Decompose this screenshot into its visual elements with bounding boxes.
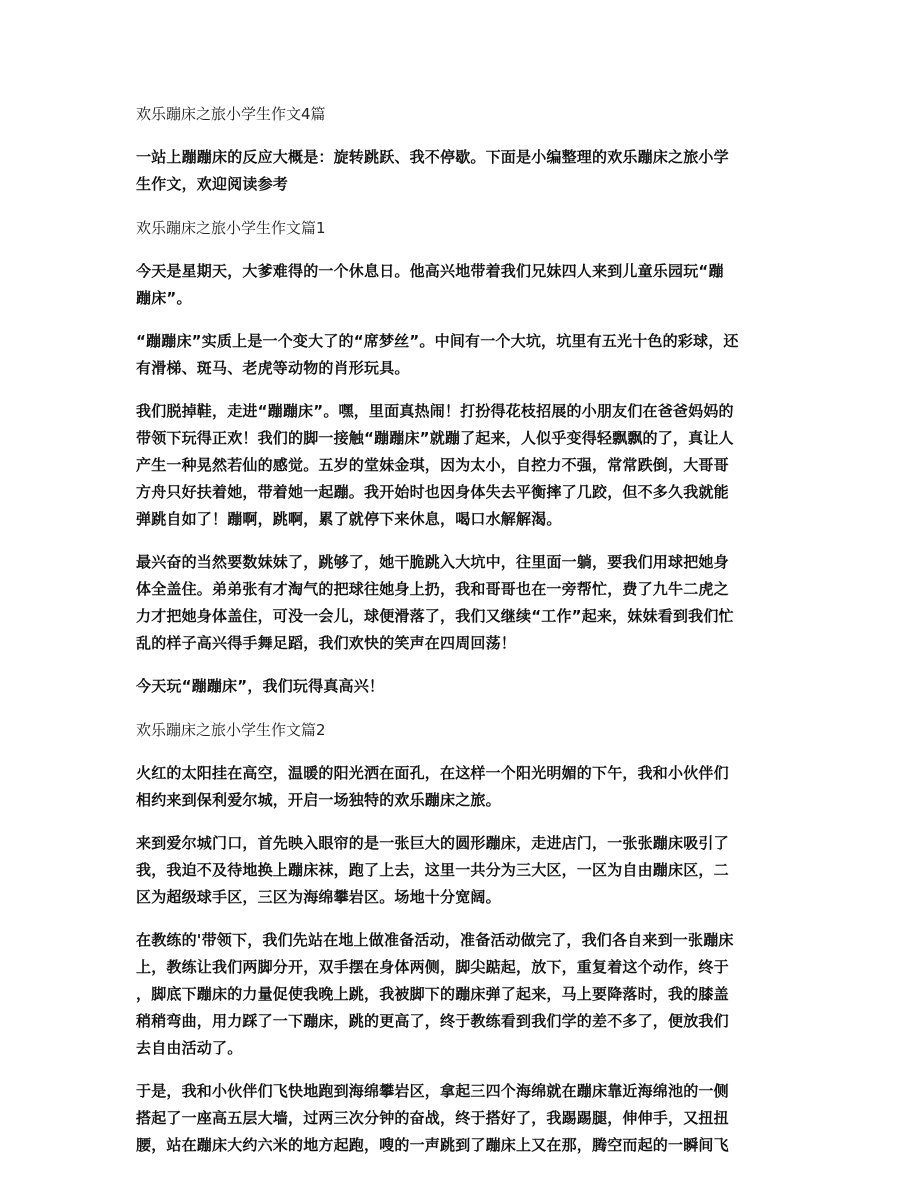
- text-line: 今天是星期天，大爹难得的一个休息日。他高兴地带着我们兄妹四人来到儿童乐园玩“蹦: [136, 262, 724, 280]
- section-heading-1: 欢乐蹦床之旅小学生作文篇1: [136, 219, 326, 237]
- text-line: 我们脱掉鞋，走进“蹦蹦床”。嘿，里面真热闹！打扮得花枝招展的小朋友们在爸爸妈妈的: [136, 402, 734, 420]
- document-page: [136, 100, 786, 1175]
- text-line: 一站上蹦蹦床的反应大概是：旋转跳跃、我不停歇。下面是小编整理的欢乐蹦床之旅小学: [136, 148, 729, 166]
- document-title: 欢乐蹦床之旅小学生作文4篇: [136, 105, 326, 123]
- text-line: 弹跳自如了！蹦啊，跳啊，累了就停下来休息，喝口水解解渴。: [136, 510, 562, 528]
- text-line: 腰，站在蹦床大约六米的地方起跑，嗖的一声跳到了蹦床上又在那，腾空而起的一瞬间飞: [136, 1136, 729, 1154]
- text-line: 于是，我和小伙伴们飞快地跑到海绵攀岩区，拿起三四个海绵就在蹦床靠近海绵池的一侧: [136, 1082, 729, 1100]
- paragraph: [136, 549, 786, 657]
- paragraph: [136, 673, 786, 700]
- text-line: 相约来到保利爱尔城，开启一场独特的欢乐蹦床之旅。: [136, 791, 501, 809]
- paragraph: [136, 1078, 786, 1159]
- text-line: 区为超级球手区，三区为海绵攀岩区。场地十分宽阔。: [136, 888, 501, 906]
- text-line: 生作文，欢迎阅读参考: [136, 175, 289, 193]
- text-line: 乱的样子高兴得手舞足蹈，我们欢快的笑声在四周回荡！: [136, 634, 517, 652]
- text-line: 带领下玩得正欢！我们的脚一接触“蹦蹦床”就蹦了起来，人似乎变得轻飘飘的了，真让人: [136, 429, 734, 447]
- text-line: 来到爱尔城门口，首先映入眼帘的是一张巨大的圆形蹦床，走进店门，一张张蹦床吸引了: [136, 834, 729, 852]
- text-line: 最兴奋的当然要数妹妹了，跳够了，她干脆跳入大坑中，往里面一躺，要我们用球把她身: [136, 553, 729, 571]
- text-line: 我，我迫不及待地换上蹦床袜，跑了上去，这里一共分为三大区，一区为自由蹦床区，二: [136, 861, 729, 879]
- text-line: 蹦床”。: [136, 289, 192, 307]
- text-line: 方舟只好扶着她，带着她一起蹦。我开始时也因身体失去平衡摔了几跤，但不多久我就能: [136, 483, 729, 501]
- intro-paragraph: [136, 144, 786, 198]
- paragraph: [136, 927, 786, 1062]
- text-line: 搭起了一座高五层大墙，过两三次分钟的奋战，终于搭好了，我踢踢腿，伸伸手，又扭扭: [136, 1109, 729, 1127]
- text-line: “蹦蹦床”实质上是一个变大了的“席梦丝”。中间有一个大坑，坑里有五光十色的彩球，还: [136, 332, 739, 350]
- text-line: 去自由活动了。: [136, 1039, 243, 1057]
- text-line: 稍稍弯曲，用力踩了一下蹦床，跳的更高了，终于教练看到我们学的差不多了，便放我们: [136, 1012, 729, 1030]
- text-line: 体全盖住。弟弟张有才淘气的把球往她身上扔，我和哥哥也在一旁帮忙，费了九牛二虎之: [136, 580, 729, 598]
- text-line: 火红的太阳挂在高空，温暖的阳光洒在面孔，在这样一个阳光明媚的下午，我和小伙伴们: [136, 764, 729, 782]
- text-line: 产生一种晃然若仙的感觉。五岁的堂妹金琪，因为太小，自控力不强，常常跌倒，大哥哥: [136, 456, 729, 474]
- text-line: 力才把她身体盖住，可没一会儿，球便滑落了，我们又继续“工作”起来，妹妹看到我们忙: [136, 607, 734, 625]
- paragraph: [136, 398, 786, 533]
- paragraph: [136, 760, 786, 814]
- text-line: 今天玩“蹦蹦床”，我们玩得真高兴！: [136, 677, 385, 695]
- text-line: 上，教练让我们两脚分开，双手摆在身体两侧，脚尖踮起，放下，重复着这个动作，终于: [136, 958, 729, 976]
- paragraph: [136, 258, 786, 312]
- section-heading-2: 欢乐蹦床之旅小学生作文篇2: [136, 721, 326, 739]
- paragraph: [136, 328, 786, 382]
- text-line: 有滑梯、斑马、老虎等动物的肖形玩具。: [136, 359, 410, 377]
- text-line: 在教练的'带领下，我们先站在地上做准备活动，准备活动做完了，我们各自来到一张蹦床: [136, 931, 734, 949]
- paragraph: [136, 830, 786, 911]
- text-line: ，脚底下蹦床的力量促使我晚上跳，我被脚下的蹦床弹了起来，马上要降落时，我的膝盖: [136, 985, 729, 1003]
